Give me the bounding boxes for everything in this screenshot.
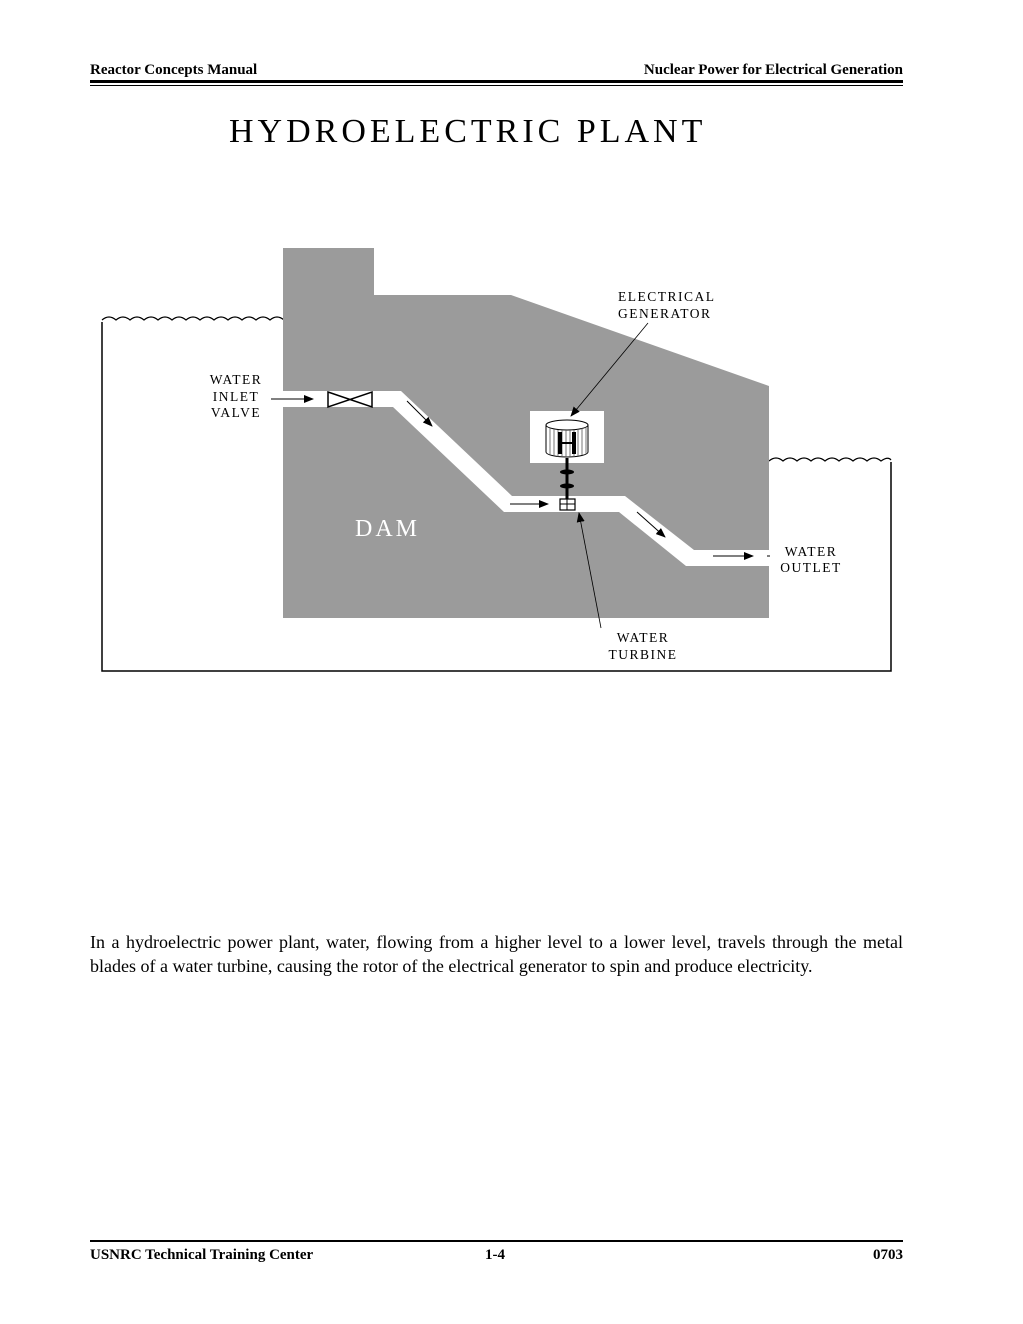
label-electrical-generator-1: ELECTRICAL xyxy=(618,289,716,304)
page-footer xyxy=(90,1246,903,1266)
label-water-inlet-valve-2: INLET xyxy=(212,389,260,404)
label-dam: DAM xyxy=(355,516,421,542)
header-chapter-title: Nuclear Power for Electrical Generation xyxy=(643,62,903,78)
label-water-inlet-valve-1: WATER xyxy=(209,372,263,387)
label-water-outlet-1: WATER xyxy=(784,544,838,559)
label-water-turbine-2: TURBINE xyxy=(608,647,678,662)
generator-housing xyxy=(530,411,604,463)
figure-caption: In a hydroelectric power plant, water, flowing from a higher level to a lower level, travels through the metal blades of a water turbine, causing the rotor of the electrical generator to spin and produce electricity. xyxy=(90,932,903,976)
label-water-outlet-2: OUTLET xyxy=(780,560,842,575)
header-manual-title: Reactor Concepts Manual xyxy=(90,62,258,78)
downstream-water-surface xyxy=(769,458,891,461)
footer-rule xyxy=(90,1240,903,1242)
footer-page-number: 1-4 xyxy=(485,1247,505,1263)
footer-revision: 0703 xyxy=(873,1247,903,1263)
water-turbine xyxy=(560,499,575,510)
upstream-water-surface xyxy=(102,317,284,320)
page-title: HYDROELECTRIC PLANT xyxy=(229,113,707,150)
footer-organization: USNRC Technical Training Center xyxy=(90,1247,314,1263)
label-water-inlet-valve-3: VALVE xyxy=(210,405,262,420)
label-electrical-generator-2: GENERATOR xyxy=(618,306,712,321)
label-water-turbine-1: WATER xyxy=(616,630,670,645)
